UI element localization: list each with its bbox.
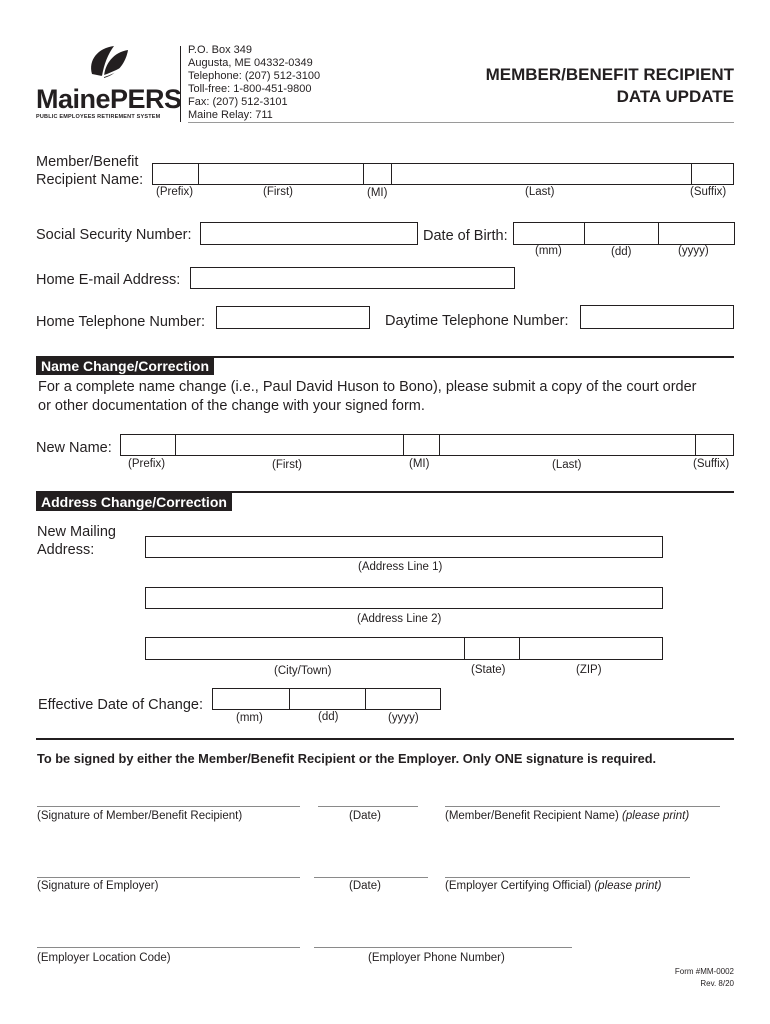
dob-dd-caption: (dd): [611, 246, 632, 258]
new-last-caption: (Last): [552, 459, 582, 471]
ssn-input[interactable]: [200, 222, 418, 245]
member-name-caption: [445, 810, 689, 822]
employer-official-caption-text: (Employer Certifying Official): [445, 880, 592, 892]
form-number: Form #MM-0002: [674, 967, 734, 976]
effective-mm-caption: (mm): [236, 712, 263, 724]
field-divider: [391, 164, 392, 184]
effective-yyyy-caption: (yyyy): [388, 712, 419, 724]
email-input[interactable]: [190, 267, 515, 289]
address-line2-input[interactable]: [145, 587, 663, 609]
address-line1-caption: (Address Line 1): [358, 561, 443, 573]
field-divider: [584, 223, 585, 244]
address-line1-input[interactable]: [145, 536, 663, 558]
new-suffix-caption: (Suffix): [693, 458, 730, 470]
form-title-line1: MEMBER/BENEFIT RECIPIENT: [485, 65, 734, 84]
effective-date-input[interactable]: [212, 688, 441, 710]
field-divider: [365, 689, 366, 709]
effective-date-label: Effective Date of Change:: [38, 697, 203, 713]
employer-signature-line[interactable]: [37, 877, 300, 878]
member-signature-caption: (Signature of Member/Benefit Recipient): [37, 810, 243, 822]
name-change-heading: Name Change/Correction: [36, 357, 214, 375]
address-change-heading: Address Change/Correction: [36, 493, 232, 511]
dob-yyyy-caption: (yyyy): [678, 245, 709, 257]
address-line2-caption: (Address Line 2): [357, 613, 442, 625]
mi-caption: (MI): [367, 187, 388, 199]
city-state-zip-field[interactable]: [145, 637, 663, 660]
ssn-label: Social Security Number:: [36, 227, 192, 243]
address-line: Fax: (207) 512-3101: [188, 96, 288, 108]
effective-dd-caption: (dd): [318, 711, 339, 723]
contact-address: [188, 44, 320, 122]
name-change-instructions-2: or other documentation of the change with your signed form.: [38, 398, 425, 414]
member-name-label-2: Recipient Name:: [36, 172, 144, 188]
member-date-caption: (Date): [349, 810, 381, 822]
member-date-line[interactable]: [318, 806, 418, 807]
please-print-note: (please print): [594, 880, 662, 892]
employer-signature-caption: (Signature of Employer): [37, 880, 159, 892]
home-phone-label: Home Telephone Number:: [36, 314, 205, 330]
address-line: Augusta, ME 04332-0349: [188, 57, 313, 69]
address-line: Toll-free: 1-800-451-9800: [188, 83, 312, 95]
signature-rule: [36, 738, 734, 740]
dob-input[interactable]: [513, 222, 735, 245]
daytime-phone-input[interactable]: [580, 305, 734, 329]
employer-phone-line[interactable]: [314, 947, 572, 948]
field-divider: [658, 223, 659, 244]
form-title: [486, 64, 734, 108]
last-caption: (Last): [525, 186, 555, 198]
field-divider: [464, 638, 465, 659]
city-caption: (City/Town): [274, 665, 332, 677]
revision-date: Rev. 8/20: [700, 979, 734, 988]
member-name-line[interactable]: [445, 806, 720, 807]
form-title-line2: DATA UPDATE: [616, 87, 734, 106]
email-label: Home E-mail Address:: [36, 272, 181, 288]
field-divider: [175, 435, 176, 455]
dob-label: Date of Birth:: [423, 228, 508, 244]
member-name-field[interactable]: [152, 163, 734, 185]
field-divider: [439, 435, 440, 455]
location-code-line[interactable]: [37, 947, 300, 948]
first-caption: (First): [263, 186, 294, 198]
field-divider: [198, 164, 199, 184]
member-name-label-1: Member/Benefit: [36, 154, 139, 170]
member-name-caption-text: (Member/Benefit Recipient Name): [445, 810, 619, 822]
logo: [36, 44, 181, 122]
header-divider: [180, 46, 181, 122]
field-divider: [289, 689, 290, 709]
logo-subtitle: PUBLIC EMPLOYEES RETIREMENT SYSTEM: [36, 114, 161, 120]
logo-text: MainePERS: [36, 84, 182, 114]
home-phone-input[interactable]: [216, 306, 370, 329]
new-first-caption: (First): [272, 459, 303, 471]
employer-phone-caption: (Employer Phone Number): [368, 952, 505, 964]
signature-instruction: To be signed by either the Member/Benefit Recipient or the Employer. Only ONE signature is required.: [37, 751, 657, 766]
new-name-field[interactable]: [120, 434, 734, 456]
name-change-instructions-1: For a complete name change (i.e., Paul David Huson to Bono), please submit a copy of the court order: [38, 379, 697, 395]
please-print-note: (please print): [622, 810, 690, 822]
employer-date-caption: (Date): [349, 880, 381, 892]
field-divider: [519, 638, 520, 659]
new-prefix-caption: (Prefix): [128, 458, 166, 470]
new-mi-caption: (MI): [409, 458, 430, 470]
dob-mm-caption: (mm): [535, 245, 562, 257]
location-code-caption: (Employer Location Code): [37, 952, 171, 964]
address-line: P.O. Box 349: [188, 44, 253, 56]
daytime-phone-label: Daytime Telephone Number:: [385, 313, 569, 329]
header-rule: [188, 122, 734, 123]
mailing-label-1: New Mailing: [37, 524, 116, 540]
mailing-label-2: Address:: [37, 542, 95, 558]
state-caption: (State): [471, 664, 506, 676]
member-signature-line[interactable]: [37, 806, 300, 807]
field-divider: [403, 435, 404, 455]
zip-caption: (ZIP): [576, 664, 602, 676]
prefix-caption: (Prefix): [156, 186, 194, 198]
field-divider: [363, 164, 364, 184]
employer-official-line[interactable]: [445, 877, 690, 878]
field-divider: [691, 164, 692, 184]
field-divider: [695, 435, 696, 455]
maine-pers-leaf-icon: [86, 44, 130, 84]
address-line: Maine Relay: 711: [188, 109, 273, 121]
employer-official-caption: [445, 880, 661, 892]
employer-date-line[interactable]: [314, 877, 428, 878]
new-name-label: New Name:: [36, 440, 112, 456]
address-line: Telephone: (207) 512-3100: [188, 70, 321, 82]
suffix-caption: (Suffix): [690, 186, 727, 198]
